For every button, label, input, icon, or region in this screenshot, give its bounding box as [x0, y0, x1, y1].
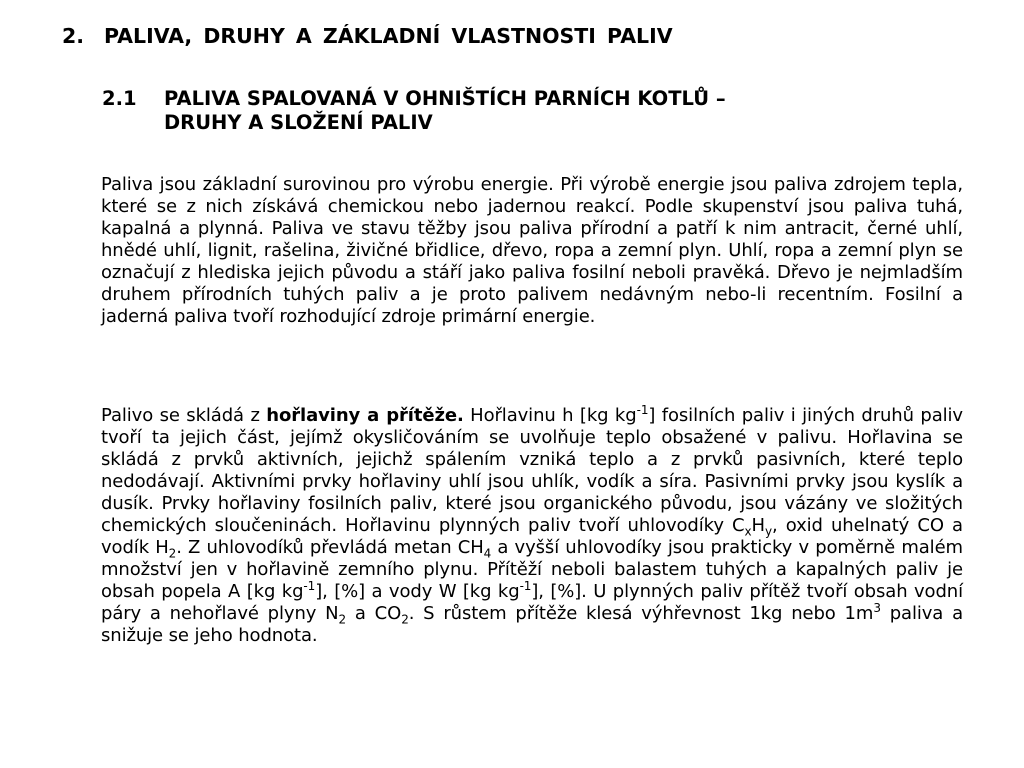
subsection-heading-line2 [102, 111, 726, 135]
subscript: 2 [168, 546, 177, 561]
text-run: . Z uhlovodíků převládá metan CH [176, 537, 484, 558]
section-number: 2. [62, 24, 85, 48]
superscript: 3 [873, 601, 881, 615]
text-run: ], [%] a vody W [kg kg [315, 581, 520, 602]
paragraph-fuels-overview: Paliva jsou základní surovinou pro výrobu energie. Při výrobě energie jsou paliva zdrojem tepla, které se z nich získává chemickou nebo jadernou reakcí. Podle skupenství jsou paliva tuhá, kapalná a plynná. Paliva ve stavu těžby jsou paliva přírodní a patří k nim antracit, černé uhlí, hnědé uhlí, lignit, rašelina, živičné břidlice, dřevo, ropa a zemní plyn. Uhlí, ropa a zemní plyn se označují z hlediska jejich původu a stáří jako paliva fosilní neboli pravěká. Dřevo je nejmladším druhem přírodních tuhých paliv a je proto palivem nedávným nebo-li recentním. Fosilní a jaderná paliva tvoří rozhodující zdroje primární energie. [101, 174, 963, 327]
text-run: a CO [346, 603, 402, 624]
page-title [62, 22, 673, 50]
paragraph-fuel-composition [101, 405, 963, 647]
subsection-title-line2: DRUHY A SLOŽENÍ PALIV [164, 111, 433, 134]
subsection-number: 2.1 [102, 87, 137, 110]
text-run: ], [%]. U plynných paliv přítěž tvoří obsah vodní páry a nehořlavé plyny N [101, 581, 963, 624]
text-run: ] fosilních paliv i jiných druhů paliv tvoří ta jejich část, jejímž okysličováním se uvolňuje teplo obsažené v palivu. Hořlavina se skládá z prvků aktivních, jejichž spálením vzniká teplo a z prvků pasivních, které teplo nedodávají. Aktivními prvky hořlaviny uhlí jsou uhlík, vodík a síra. Pasivními prvky jsou kyslík a dusík. Prvky hořlaviny fosilních paliv, které jsou organického původu, jsou vázány ve složitých chemických sloučeninách. Hořlavinu plynných paliv tvoří uhlovodíky C [101, 405, 963, 536]
text-run: , oxid uhelnatý CO a vodík H [101, 515, 963, 558]
subscript: x [744, 524, 752, 539]
subsection-heading-line1 [102, 87, 726, 111]
subscript: 2 [401, 612, 409, 627]
text-run: H [751, 515, 765, 536]
subscript: 2 [338, 612, 347, 627]
text-run: . S růstem přítěže klesá výhřevnost 1kg nebo 1m [408, 603, 874, 624]
superscript: -1 [636, 403, 649, 417]
text-run: a vyšší uhlovodíky jsou prakticky v poměrně malém množství jen v hořlavině zemního plynu. Přítěží neboli balastem tuhých a kapalných paliv je obsah popela A [kg kg [101, 537, 963, 602]
text-run: Hořlavinu h [kg kg [463, 405, 637, 426]
superscript: -1 [303, 579, 316, 593]
text-run: Palivo se skládá z [101, 405, 267, 426]
section-title: PALIVA, DRUHY A ZÁKLADNÍ VLASTNOSTI PALIV [104, 24, 673, 48]
subsection-heading [102, 87, 726, 135]
bold-term: hořlaviny a přítěže. [266, 405, 464, 426]
subsection-title-line1: PALIVA SPALOVANÁ V OHNIŠTÍCH PARNÍCH KOTLŮ – [164, 87, 726, 110]
text-run: paliva a snižuje se jeho hodnota. [101, 603, 963, 646]
subscript: y [764, 524, 772, 539]
subscript: 4 [483, 546, 492, 561]
superscript: -1 [519, 579, 532, 593]
